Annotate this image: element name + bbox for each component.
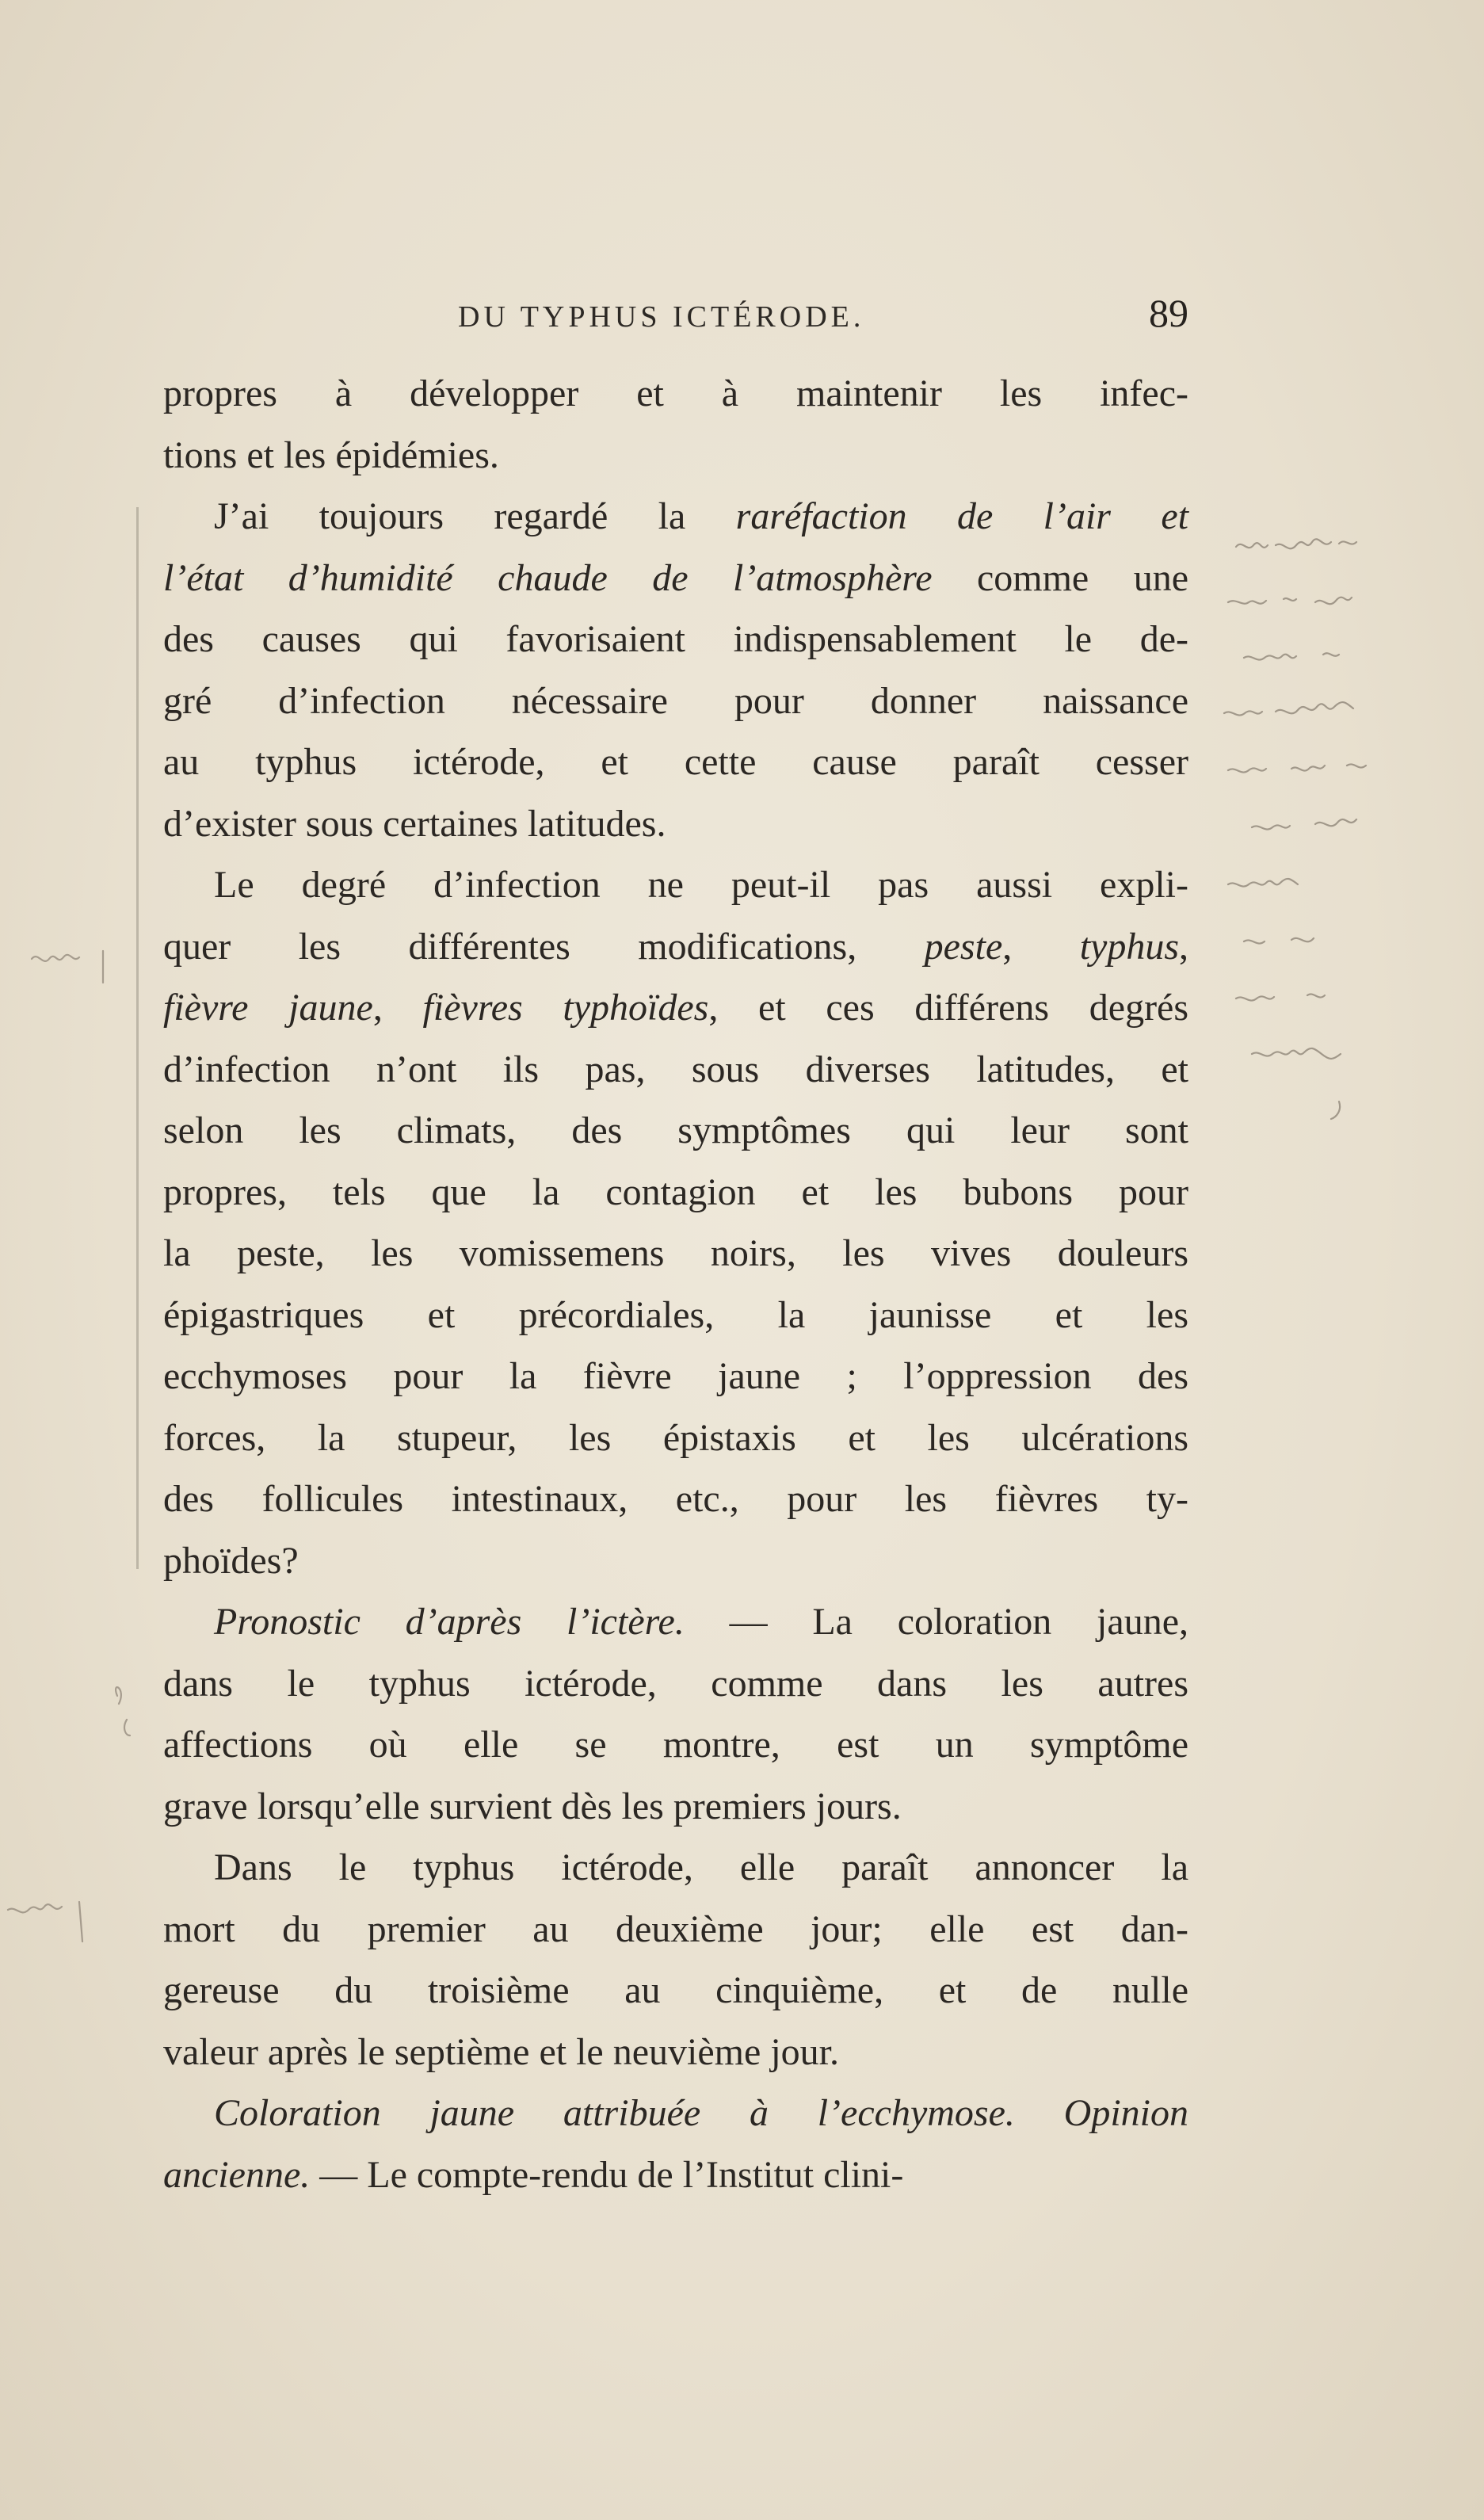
text-line: Le degré d’infection ne peut-il pas aussi expli-: [214, 864, 1188, 906]
running-head: [158, 291, 1188, 350]
text-line: au typhus ictérode, et cette cause paraît cesser: [163, 741, 1188, 783]
text-line: propres à développer et à maintenir les infec-: [163, 372, 1188, 414]
text-line: d’exister sous certaines latitudes.: [163, 802, 666, 845]
paragraph: [163, 486, 1188, 854]
text-line: l’état d’humidité chaude de l’atmosphère comme une: [163, 556, 1188, 599]
text-line: fièvre jaune, fièvres typhoïdes, et ces différens degrés: [163, 987, 1189, 1029]
text-line: mort du premier au deuxième jour; elle est dan-: [163, 1907, 1188, 1950]
italic-phrase: raréfaction de l’air et: [735, 495, 1188, 537]
italic-phrase: fièvre jaune: [163, 987, 373, 1029]
text-line: Pronostic d’après l’ictère. — La coloration jaune,: [214, 1601, 1188, 1643]
italic-phrase: ancienne.: [163, 2153, 311, 2196]
italic-phrase: peste: [924, 925, 1003, 968]
paragraph: [163, 854, 1188, 1591]
handwriting-scribble-icon: [1220, 523, 1474, 1141]
italic-phrase: l’état d’humidité chaude de l’atmosphère: [163, 556, 933, 599]
text-line: J’ai toujours regardé la raréfaction de l’air et: [214, 495, 1188, 537]
text-line: propres, tels que la contagion et les bubons pour: [163, 1170, 1188, 1213]
handwritten-marginal-notes: [1220, 523, 1474, 1141]
paragraph: [163, 363, 1188, 486]
text-line: ancienne. — Le compte-rendu de l’Institut clini-: [163, 2153, 904, 2196]
text-line: gereuse du troisième au cinquième, et de nulle: [163, 1969, 1188, 2011]
text-line: phoïdes?: [163, 1539, 299, 1582]
paragraph: [163, 2083, 1188, 2205]
text-line: grave lorsqu’elle survient dès les premiers jours.: [163, 1785, 902, 1827]
italic-phrase: typhus: [1079, 925, 1180, 968]
text-line: épigastriques et précordiales, la jaunisse et les: [163, 1293, 1188, 1336]
italic-phrase: fièvres typhoïdes: [422, 987, 709, 1029]
text-line: des causes qui favorisaient indispensablement le de-: [163, 618, 1188, 660]
text-line: dans le typhus ictérode, comme dans les autres: [163, 1662, 1188, 1705]
paragraph: [163, 1591, 1188, 1837]
text-line: d’infection n’ont ils pas, sous diverses latitudes, et: [163, 1048, 1188, 1090]
text-line: la peste, les vomissemens noirs, les vives douleurs: [163, 1232, 1188, 1274]
handwritten-left-notes: [0, 872, 158, 1981]
text-line: [163, 2083, 1188, 2144]
text-line: ecchymoses pour la fièvre jaune ; l’oppression des: [163, 1355, 1188, 1397]
text-line: forces, la stupeur, les épistaxis et les ulcérations: [163, 1416, 1188, 1459]
running-title: DU TYPHUS ICTÉRODE.: [458, 300, 865, 334]
italic-phrase: Pronostic d’après l’ictère.: [214, 1601, 685, 1643]
paragraph: [163, 1837, 1188, 2083]
text-line: des follicules intestinaux, etc., pour les fièvres ty-: [163, 1478, 1188, 1520]
text-line: affections où elle se montre, est un symptôme: [163, 1724, 1188, 1766]
italic-phrase: Coloration jaune attribuée à l’ecchymose. Opinion: [214, 2092, 1188, 2134]
text-line: tions et les épidémies.: [163, 433, 499, 476]
text-line: selon les climats, des symptômes qui leur sont: [163, 1109, 1188, 1151]
text-line: quer les différentes modifications, peste, typhus,: [163, 925, 1189, 968]
text-line: Dans le typhus ictérode, elle paraît annoncer la: [214, 1846, 1188, 1888]
body-text: [163, 363, 1188, 2205]
left-scribble-icon: [0, 872, 158, 1981]
text-line: valeur après le septième et le neuvième jour.: [163, 2030, 839, 2073]
text-line: gré d’infection nécessaire pour donner naissance: [163, 679, 1188, 722]
page-number: 89: [1149, 291, 1188, 335]
